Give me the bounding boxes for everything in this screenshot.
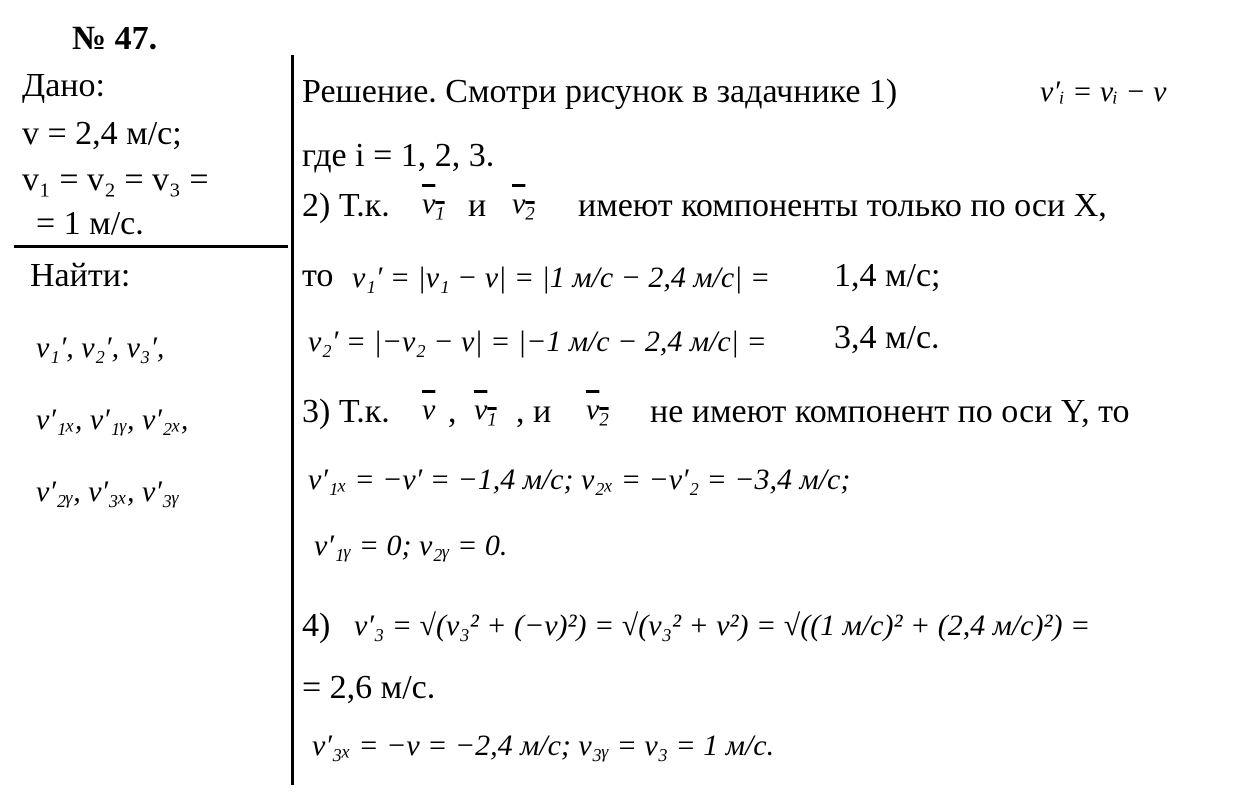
solution-line-6-a: 3) Т.к.: [302, 393, 390, 430]
solution-line-3-b: и: [468, 187, 487, 224]
solution-line-9-formula: v′₃ = √(v₃² + (−v)²) = √(v₃² + v²) = √((1 м/с)² + (2,4 м/с)²) =: [354, 609, 1091, 642]
v2-vector-symbol: $v_2$: [512, 187, 535, 225]
find-line-1: v₁′, v₂′, v₃′,: [36, 331, 165, 364]
solution-line-4-result: 1,4 м/с;: [834, 257, 941, 294]
solution-line-3-c: имеют компоненты только по оси X,: [578, 187, 1107, 224]
solution-line-3-a: 2) Т.к.: [302, 187, 390, 224]
solution-line-6-d: не имеют компонент по оси Y, то: [650, 393, 1130, 430]
find-label: Найти:: [30, 257, 131, 294]
solution-line-7: v′₁ₓ = −v′ = −1,4 м/с; v₂ₓ = −v′₂ = −3,4 м/с;: [308, 463, 851, 496]
solution-line-1-text: Решение. Смотри рисунок в задачнике 1): [302, 73, 898, 110]
find-line-2: v′₁ₓ, v′₁ᵧ, v′₂ₓ,: [36, 403, 189, 436]
solution-line-9-prefix: 4): [302, 607, 331, 644]
given-line-2: v₁ = v₂ = v₃ =: [22, 161, 209, 198]
given-label: Дано:: [22, 67, 105, 104]
solution-line-1-formula: v′ᵢ = vᵢ − v: [1040, 75, 1167, 108]
solution-line-6-c: , и: [516, 393, 552, 430]
solution-line-4-formula: v₁′ = |v₁ − v| = |1 м/с − 2,4 м/с| =: [352, 261, 771, 294]
solution-line-11: v′₃ₓ = −v = −2,4 м/с; v₃ᵧ = v₃ = 1 м/с.: [312, 729, 775, 762]
v-vector-symbol: $\overline{v}$: [422, 393, 436, 426]
solution-line-5-result: 3,4 м/с.: [834, 319, 940, 356]
v2-vector-symbol-2: $v_2$: [586, 393, 609, 431]
v1-vector-symbol-2: $v_1$: [474, 393, 497, 431]
solution-divider: [291, 55, 294, 785]
problem-number: № 47.: [72, 20, 158, 57]
given-line-3: = 1 м/с.: [36, 205, 144, 242]
solution-line-6-b: ,: [448, 393, 457, 430]
solution-line-10: = 2,6 м/с.: [302, 669, 436, 706]
solution-line-2: где i = 1, 2, 3.: [302, 137, 495, 174]
given-find-divider: [14, 245, 288, 248]
solution-line-4-prefix: то: [302, 257, 334, 294]
solution-line-5-formula: v₂′ = |−v₂ − v| = |−1 м/с − 2,4 м/с| =: [308, 325, 767, 358]
find-line-3: v′₂ᵧ, v′₃ₓ, v′₃ᵧ: [36, 475, 180, 508]
v1-vector-symbol: $v_1$: [422, 187, 445, 225]
solution-line-8: v′₁ᵧ = 0; v₂ᵧ = 0.: [314, 529, 508, 562]
given-line-1: v = 2,4 м/с;: [22, 115, 182, 152]
